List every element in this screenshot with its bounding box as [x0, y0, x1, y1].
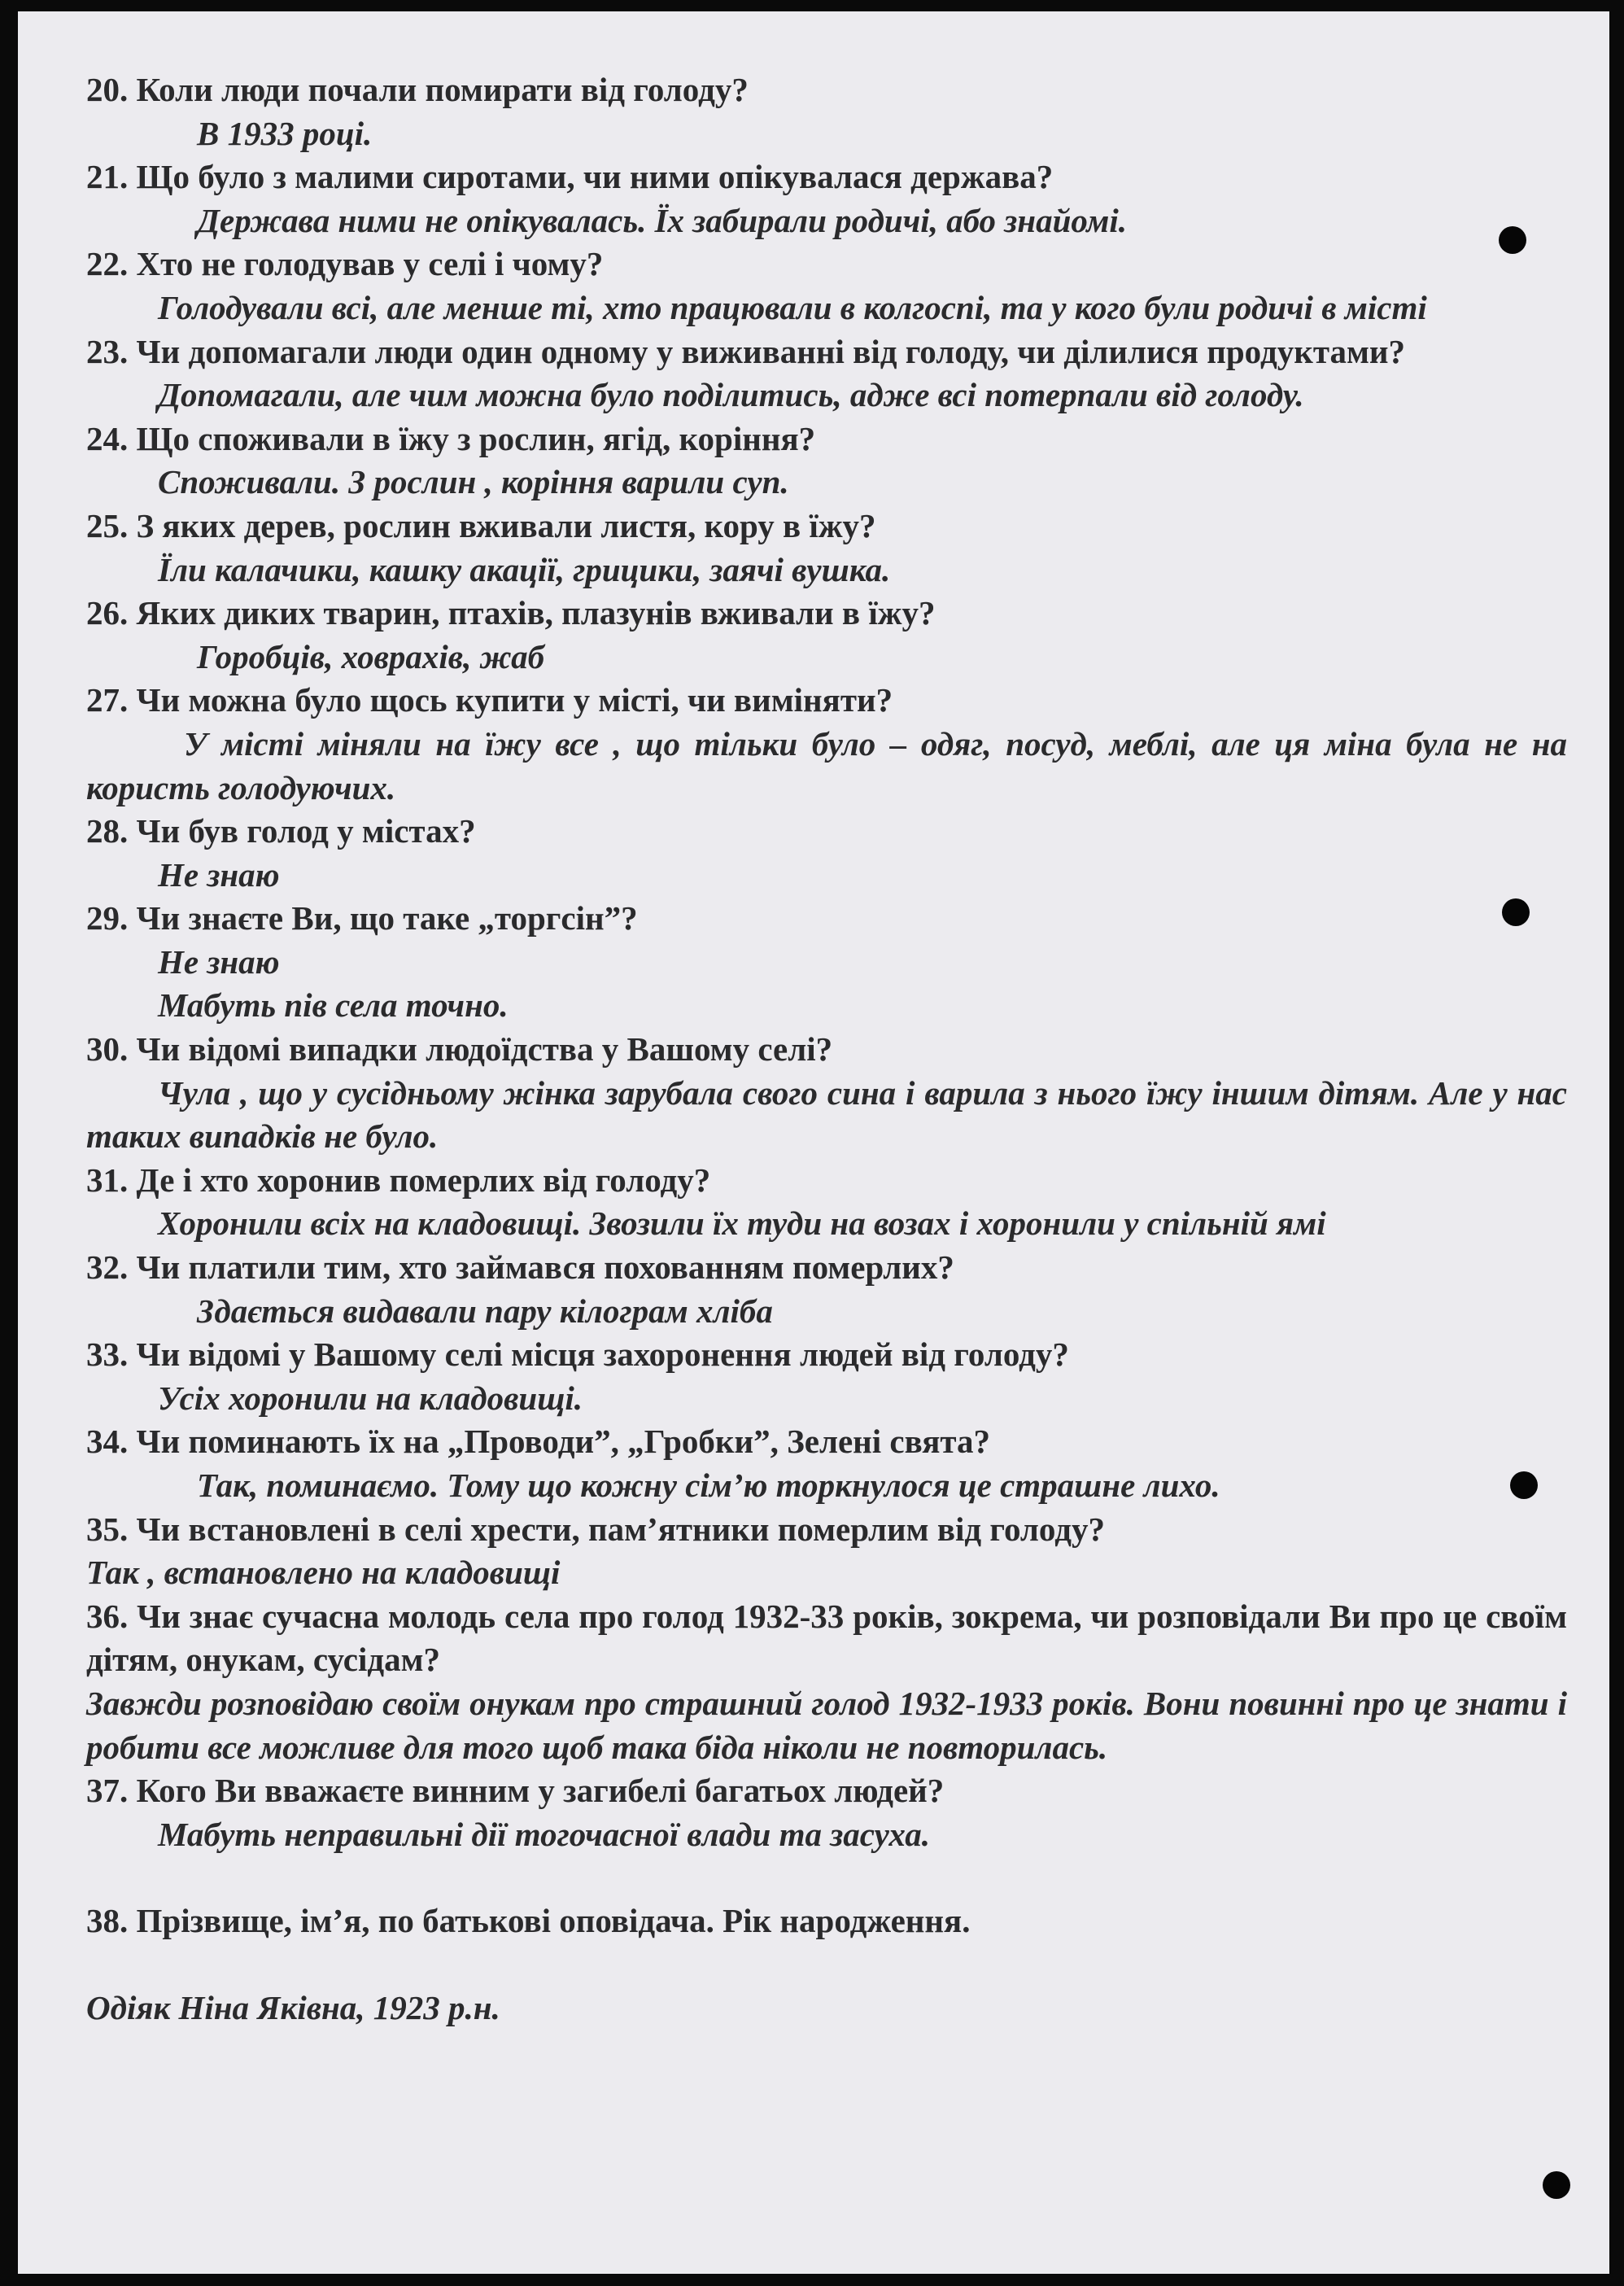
- question-31: 31. Де і хто хоронив померлих від голоду?: [86, 1160, 711, 1199]
- question-26: 26. Яких диких тварин, птахів, плазунів вживали в їжу?: [86, 594, 936, 632]
- narrator-signature: Одіяк Ніна Яківна, 1923 р.н.: [86, 1988, 500, 2026]
- answer-30: Чула , що у сусідньому жінка зарубала свого сина і варила з нього їжу іншим дітям. Але у нас таких випадків не було.: [86, 1073, 1567, 1156]
- document-page: [18, 11, 1609, 2274]
- question-28: 28. Чи був голод у містах?: [86, 812, 476, 850]
- spacer: [86, 1943, 1567, 1987]
- question-22: 22. Хто не голодував у селі і чому?: [86, 245, 604, 283]
- answer-33: Усіх хоронили на кладовищі.: [158, 1379, 583, 1417]
- question-23: 23. Чи допомагали люди один одному у виживанні від голоду, чи ділилися продуктами?: [86, 332, 1406, 370]
- question-35: 35. Чи встановлені в селі хрести, пам’ятники померлим від голоду?: [86, 1510, 1105, 1548]
- answer-27: У місті міняли на їжу все , що тільки було – одяг, посуд, меблі, але ця міна була не на користь голодуючих.: [86, 724, 1567, 806]
- question-36: 36. Чи знає сучасна молодь села про голод 1932-33 років, зокрема, чи розповідали Ви про це своїм дітям, онукам, сусідам?: [86, 1597, 1567, 1679]
- question-24: 24. Що споживали в їжу з рослин, ягід, коріння?: [86, 419, 816, 457]
- question-21: 21. Що було з малими сиротами, чи ними опікувалася держава?: [86, 158, 1054, 196]
- questionnaire-text: [86, 68, 1567, 2030]
- answer-37: Мабуть неправильні дії тогочасної влади та засуха.: [158, 1815, 931, 1853]
- answer-20: В 1933 році.: [197, 114, 373, 152]
- punch-hole: [1543, 2171, 1570, 2199]
- answer-21: Держава ними не опікувалась. Їх забирали родичі, або знайомі.: [197, 201, 1128, 239]
- answer-23: Допомагали, але чим можна було поділитись, адже всі потерпали від голоду.: [158, 376, 1304, 414]
- answer-28: Не знаю: [158, 855, 280, 894]
- punch-hole: [1502, 898, 1530, 926]
- question-20: 20. Коли люди почали помирати від голоду?: [86, 71, 749, 108]
- question-25: 25. З яких дерев, рослин вживали листя, кору в їжу?: [86, 506, 876, 544]
- answer-36: Завжди розповідаю своїм онукам про страшний голод 1932-1933 років. Вони повинні про це знати і робити все можливе для того щоб така біда ніколи не повторилась.: [86, 1684, 1567, 1766]
- answer-29-line-1: Не знаю: [158, 942, 280, 981]
- question-34: 34. Чи поминають їх на „Проводи”, „Гробки”, Зелені свята?: [86, 1423, 991, 1461]
- answer-25: Їли калачики, кашку акації, грицики, заячі вушка.: [158, 550, 891, 588]
- answer-29-line-2: Мабуть пів села точно.: [158, 986, 509, 1025]
- question-30: 30. Чи відомі випадки людоїдства у Вашому селі?: [86, 1030, 833, 1069]
- question-37: 37. Кого Ви вважаєте винним у загибелі багатьох людей?: [86, 1772, 945, 1810]
- question-33: 33. Чи відомі у Вашому селі місця захоронення людей від голоду?: [86, 1335, 1069, 1374]
- punch-hole: [1499, 226, 1526, 254]
- question-38: 38. Прізвище, ім’я, по батькові оповідача. Рік народження.: [86, 1902, 971, 1940]
- punch-hole: [1510, 1471, 1538, 1499]
- question-32: 32. Чи платили тим, хто займався похованням померлих?: [86, 1248, 954, 1287]
- answer-22: Голодували всі, але менше ті, хто працювали в колгоспі, та у кого були родичі в місті: [158, 288, 1427, 326]
- question-27: 27. Чи можна було щось купити у місті, чи виміняти?: [86, 681, 893, 719]
- answer-26: Горобців, ховрахів, жаб: [197, 637, 545, 675]
- answer-35: Так , встановлено на кладовищі: [86, 1554, 561, 1592]
- answer-32: Здається видавали пару кілограм хліба: [197, 1292, 773, 1330]
- answer-24: Споживали. З рослин , коріння варили суп.: [158, 463, 789, 501]
- answer-34: Так, поминаємо. Тому що кожну сім’ю торкнулося це страшне лихо.: [197, 1466, 1220, 1504]
- answer-31: Хоронили всіх на кладовищі. Звозили їх туди на возах і хоронили у спільній ямі: [158, 1204, 1326, 1243]
- spacer: [86, 1856, 1567, 1899]
- question-29: 29. Чи знаєте Ви, що таке „торгсін”?: [86, 899, 638, 938]
